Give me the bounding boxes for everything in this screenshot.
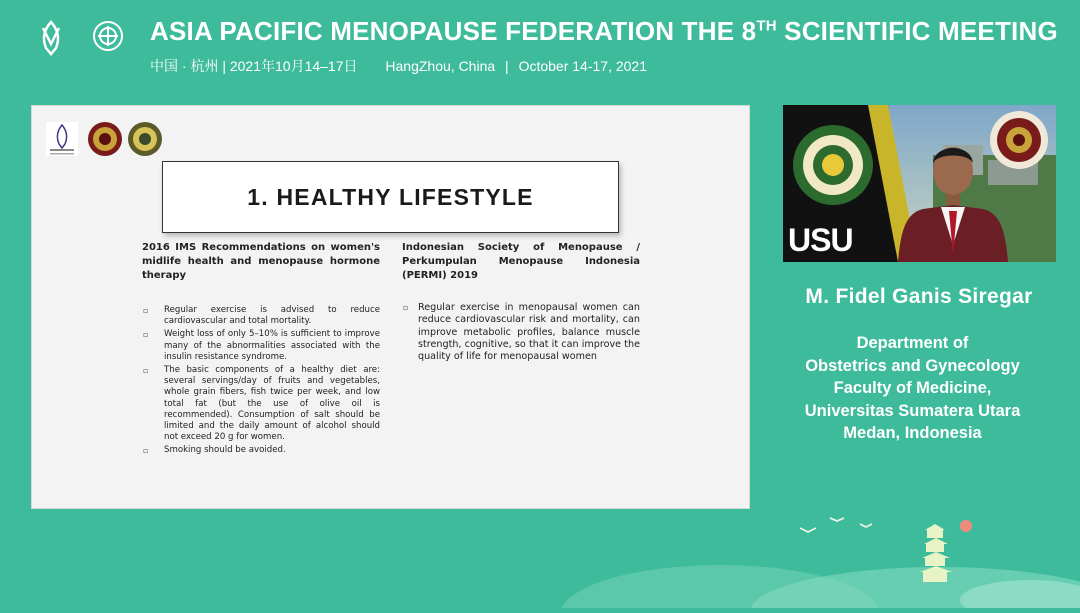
subline-chinese: 中国 · 杭州 | 2021年10月14–17日 — [150, 58, 358, 74]
chinese-society-logo — [76, 18, 140, 72]
affiliation-line: Department of — [856, 334, 969, 352]
slide-logos — [44, 120, 174, 160]
permi-column — [402, 241, 640, 365]
conference-subline — [150, 56, 653, 76]
ims-heading: 2016 IMS Recommendations on women's midlife health and menopause hormone therapy — [142, 242, 380, 281]
pagoda-scenery — [560, 500, 1080, 608]
list-item: ▫ The basic components of a healthy diet are: several servings/day of fruits and vegetables, whole grain fibers, fish twice per week, and low total fat (but the use of olive oil is recommended). Consumption of salt should be limited and the daily amount of alcohol should not exceed 20 g for women. — [142, 365, 380, 443]
list-item: ▫ Smoking should be avoided. — [142, 445, 380, 456]
affiliation-line: Faculty of Medicine, — [833, 379, 992, 397]
slide-title: 1. HEALTHY LIFESTYLE — [247, 183, 534, 210]
ims-recommendations-column — [142, 241, 380, 459]
list-item: ▫ Weight loss of only 5–10% is sufficient to improve many of the abnormalities associated with the insulin resistance syndrome. — [142, 329, 380, 363]
conference-title: ASIA PACIFIC MENOPAUSE FEDERATION THE 8TH SCIENTIFIC MEETING — [150, 16, 1058, 46]
speaker-name: M. Fidel Ganis Siregar — [805, 285, 1033, 308]
subline-city: HangZhou, China — [385, 58, 496, 74]
subline-date: October 14-17, 2021 — [518, 58, 647, 74]
list-item: ▫ Regular exercise in menopausal women can reduce cardiovascular risk and mortality, can improve metabolic profiles, balance muscle strength, cognitive, so that it can improve the quality of life for menopausal women — [402, 302, 640, 363]
usu-logo-text: USU — [788, 222, 853, 258]
conference-banner — [0, 0, 1080, 90]
presentation-slide — [31, 105, 750, 509]
speaker-video — [783, 105, 1056, 262]
permi-heading: Indonesian Society of Menopause / Perkumpulan Menopause Indonesia (PERMI) 2019 — [402, 242, 640, 281]
affiliation-line: Universitas Sumatera Utara — [804, 401, 1021, 420]
slide-title-box — [162, 161, 619, 233]
list-item: ▫ Regular exercise is advised to reduce cardiovascular and total mortality. — [142, 305, 380, 327]
affiliation-line: Obstetrics and Gynecology — [805, 356, 1020, 375]
apmf-logo — [34, 18, 68, 72]
affiliation-line: Medan, Indonesia — [843, 424, 982, 442]
subline-separator: | — [505, 58, 509, 74]
speaker-affiliation — [760, 332, 1065, 445]
